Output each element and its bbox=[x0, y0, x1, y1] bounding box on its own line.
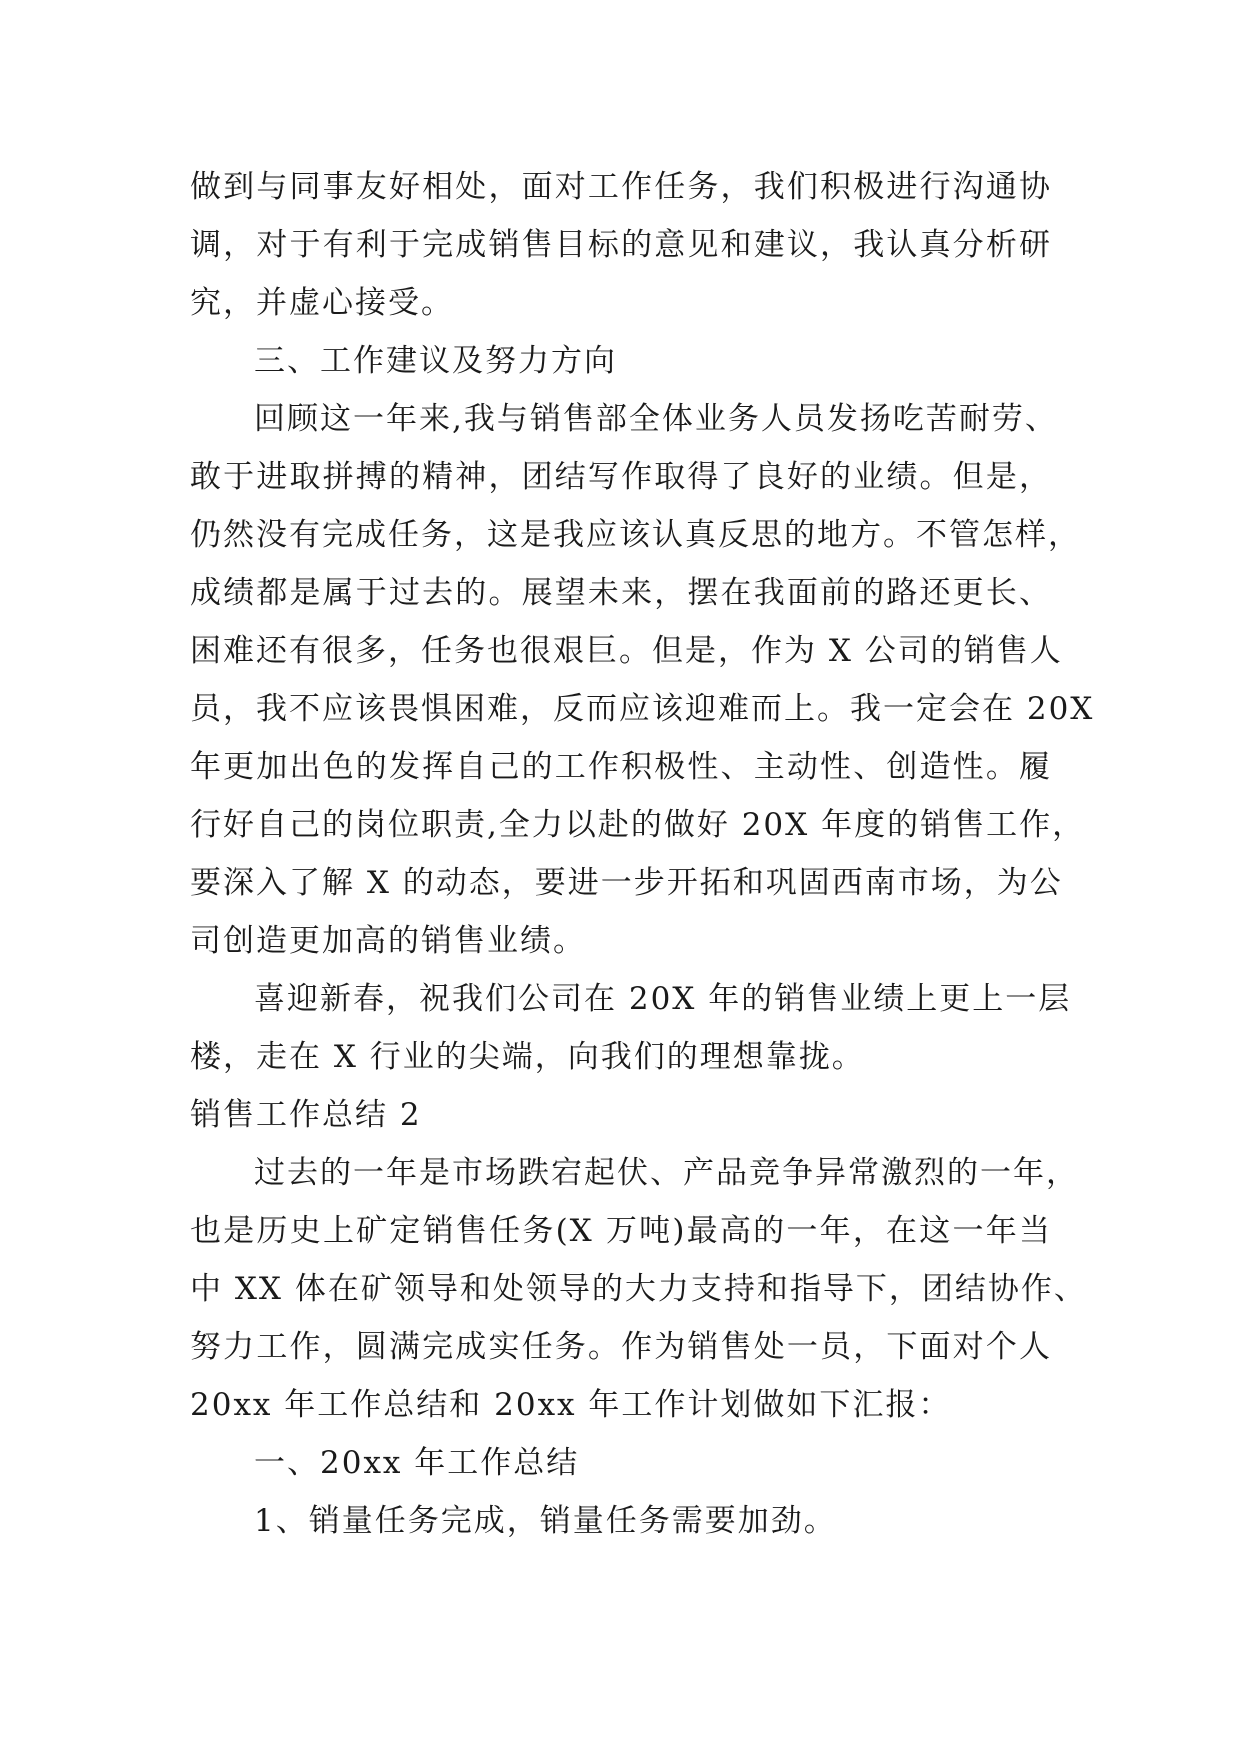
text-line: 20xx 年工作总结和 20xx 年工作计划做如下汇报： bbox=[190, 1387, 952, 1423]
text-line: 过去的一年是市场跌宕起伏、产品竞争异常激烈的一年， bbox=[254, 1155, 1079, 1191]
paragraph-p2 bbox=[190, 390, 1095, 970]
text-line: 1、销量任务完成，销量任务需要加劲。 bbox=[254, 1503, 837, 1539]
text-line: 究，并虚心接受。 bbox=[190, 285, 454, 321]
text-line: 困难还有很多，任务也很艰巨。但是，作为 X 公司的销售人 bbox=[190, 633, 1063, 669]
text-line: 也是历史上矿定销售任务(X 万吨)最高的一年，在这一年当 bbox=[190, 1213, 1052, 1249]
text-line: 喜迎新春，祝我们公司在 20X 年的销售业绩上更上一层 bbox=[254, 981, 1072, 1017]
text-line: 中 XX 体在矿领导和处领导的大力支持和指导下，团结协作、 bbox=[190, 1271, 1087, 1307]
paragraph-p4 bbox=[190, 1144, 1087, 1434]
text-line: 楼，走在 X 行业的尖端，向我们的理想靠拢。 bbox=[190, 1039, 865, 1075]
text-line: 要深入了解 X 的动态，要进一步开拓和巩固西南市场，为公 bbox=[190, 865, 1063, 901]
paragraph-heading-3 bbox=[190, 332, 1052, 390]
paragraph-p3 bbox=[190, 970, 1072, 1086]
text-line: 努力工作，圆满完成实任务。作为销售处一员，下面对个人 bbox=[190, 1329, 1052, 1365]
paragraph-heading-1 bbox=[190, 1434, 1052, 1492]
text-line: 做到与同事友好相处，面对工作任务，我们积极进行沟通协 bbox=[190, 169, 1052, 205]
text-line: 敢于进取拼搏的精神，团结写作取得了良好的业绩。但是， bbox=[190, 459, 1052, 495]
text-line: 调，对于有利于完成销售目标的意见和建议，我认真分析研 bbox=[190, 227, 1052, 263]
paragraph-section-title bbox=[190, 1086, 1052, 1144]
text-line: 员，我不应该畏惧困难，反而应该迎难而上。我一定会在 20X bbox=[190, 691, 1095, 727]
text-line: 销售工作总结 2 bbox=[190, 1097, 422, 1133]
text-line: 司创造更加高的销售业绩。 bbox=[190, 923, 586, 959]
paragraph-p1 bbox=[190, 158, 1052, 332]
text-line: 仍然没有完成任务，这是我应该认真反思的地方。不管怎样， bbox=[190, 517, 1081, 553]
text-line: 一、20xx 年工作总结 bbox=[254, 1445, 580, 1481]
text-line: 行好自己的岗位职责,全力以赴的做好 20X 年度的销售工作， bbox=[190, 807, 1086, 843]
text-line: 三、工作建议及努力方向 bbox=[254, 343, 617, 379]
text-line: 回顾这一年来,我与销售部全体业务人员发扬吃苦耐劳、 bbox=[254, 401, 1058, 437]
text-line: 成绩都是属于过去的。展望未来，摆在我面前的路还更长、 bbox=[190, 575, 1052, 611]
text-line: 年更加出色的发挥自己的工作积极性、主动性、创造性。履 bbox=[190, 749, 1052, 785]
document-page bbox=[190, 158, 1095, 1550]
paragraph-item-1 bbox=[190, 1492, 1052, 1550]
